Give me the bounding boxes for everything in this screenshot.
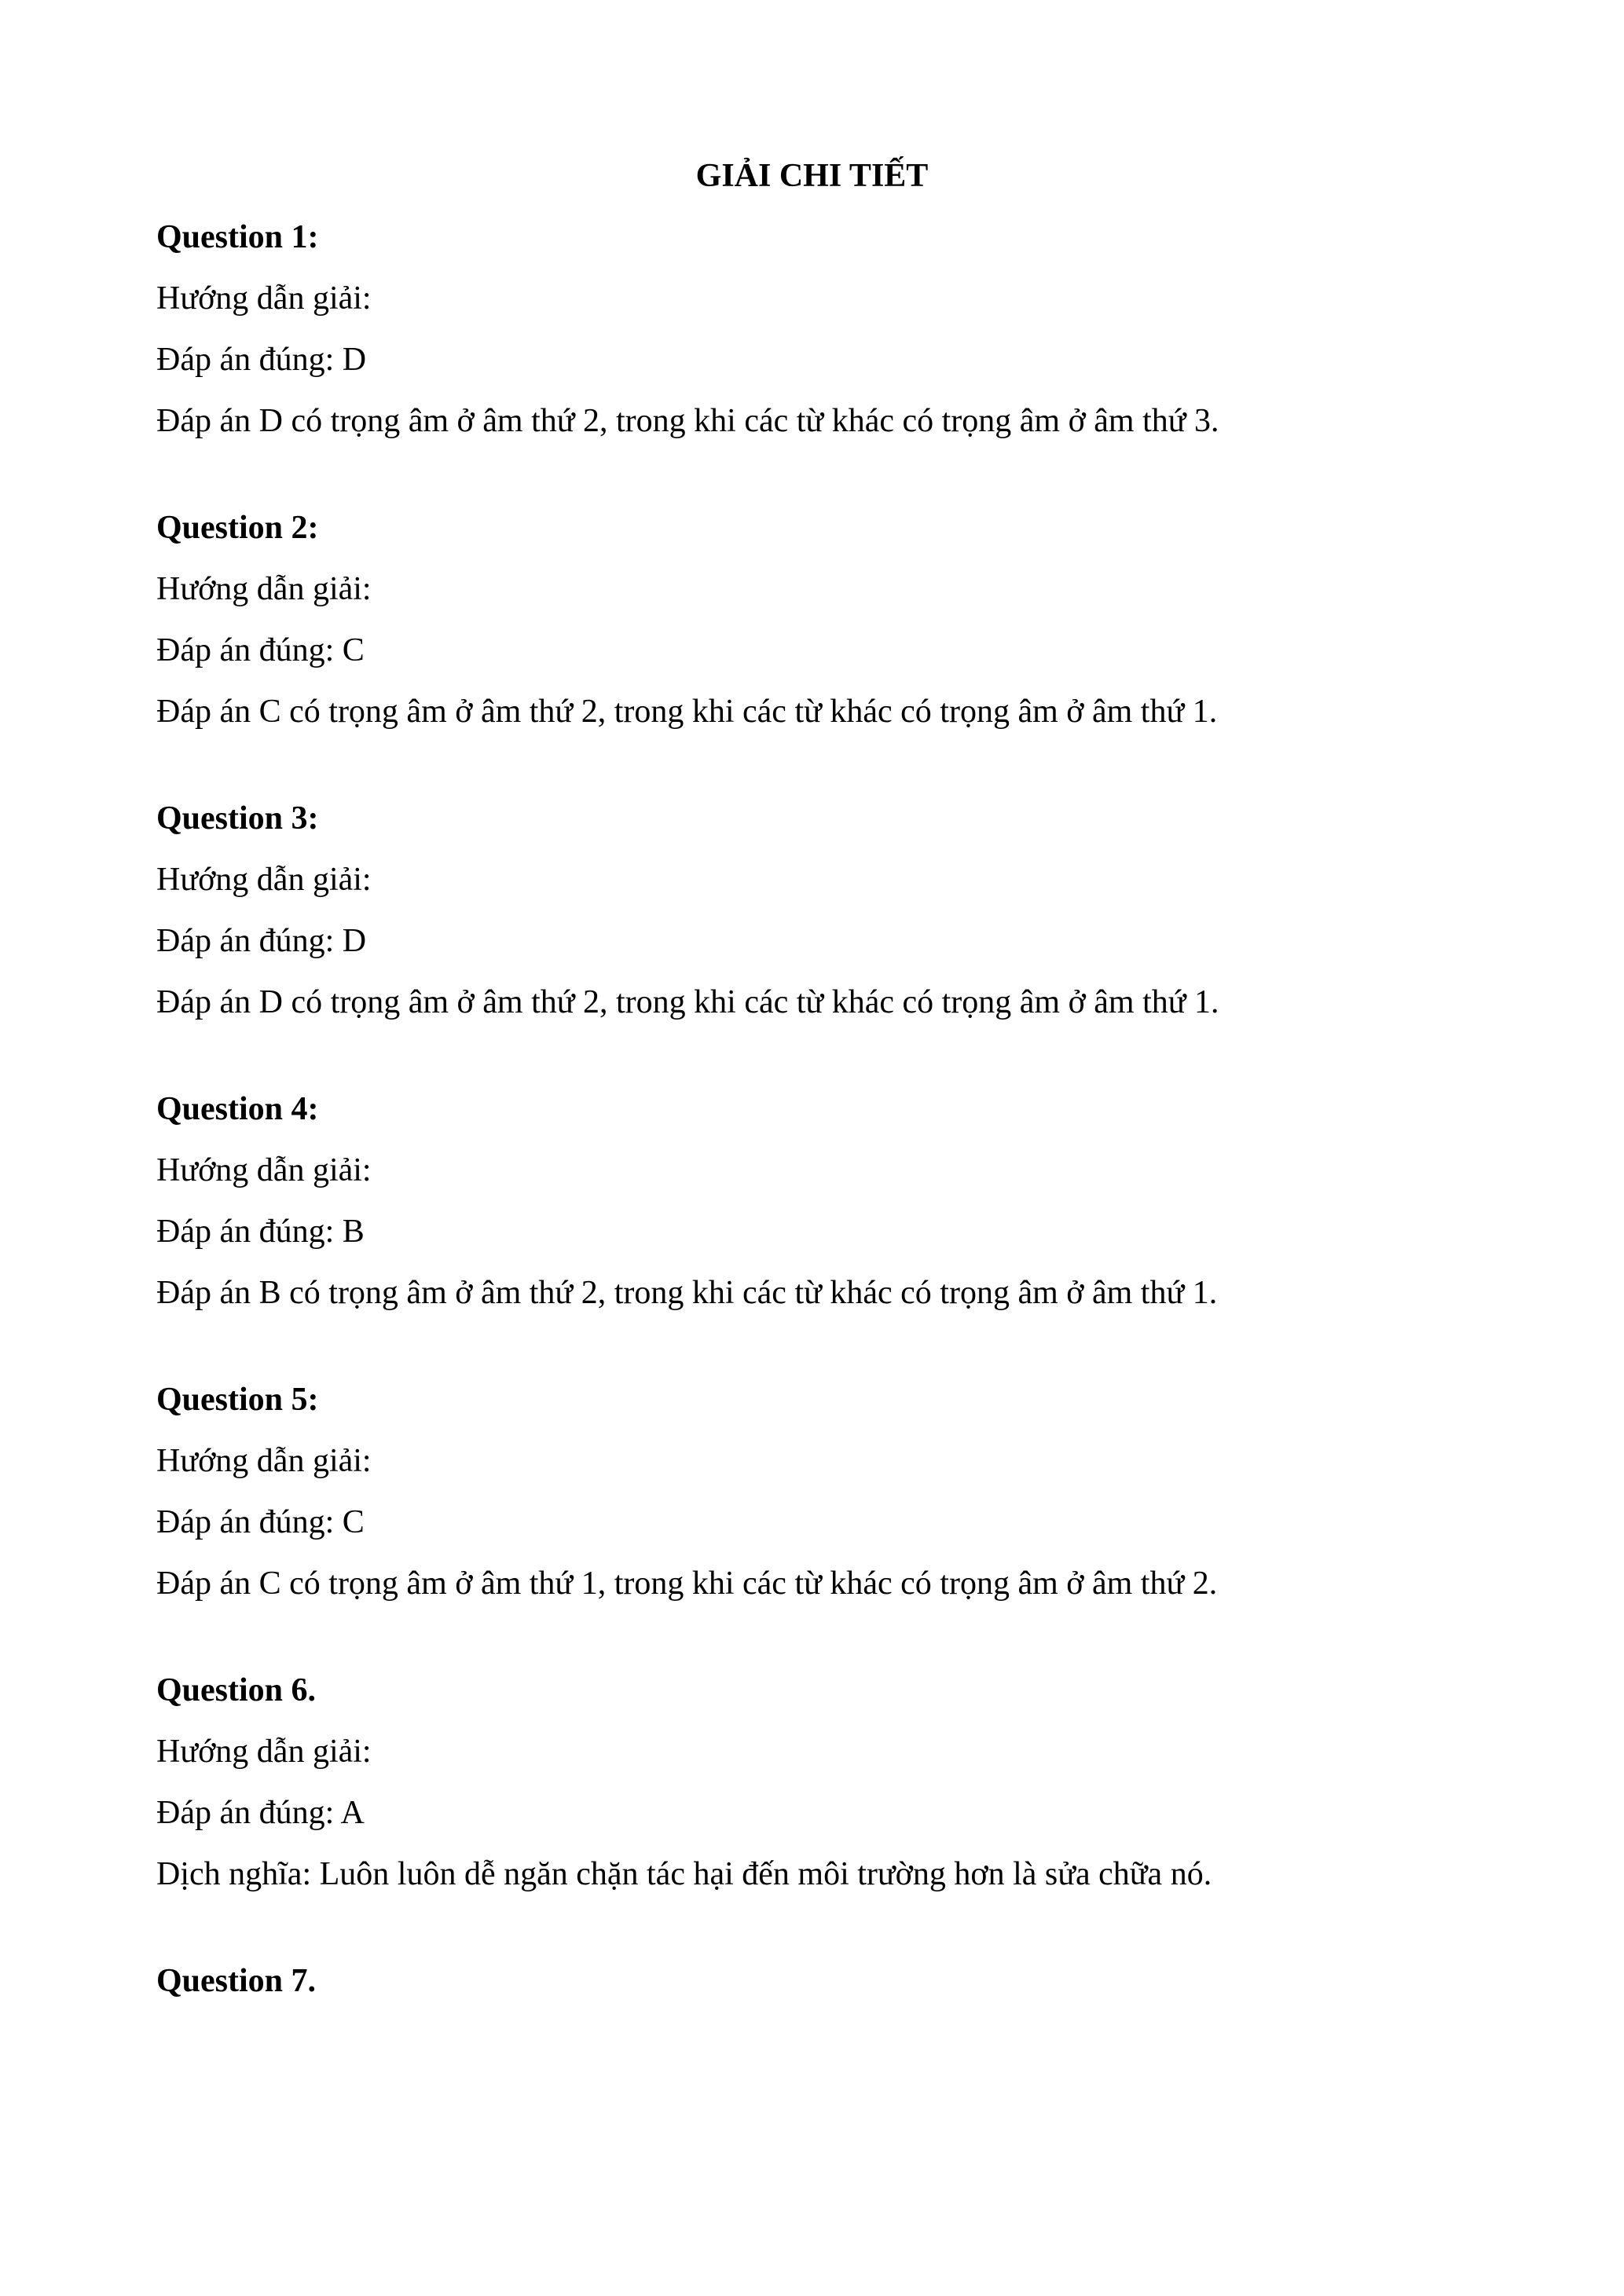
- correct-answer: Đáp án đúng: D: [156, 342, 367, 378]
- question-block: [156, 214, 1492, 445]
- question-heading: Question 4:: [156, 1091, 319, 1127]
- correct-answer: Đáp án đúng: D: [156, 923, 367, 959]
- correct-answer: Đáp án đúng: A: [156, 1795, 365, 1831]
- question-block: [156, 795, 1492, 1026]
- answer-explanation: Đáp án D có trọng âm ở âm thứ 2, trong khi các từ khác có trọng âm ở âm thứ 3.: [156, 403, 1219, 439]
- correct-answer: Đáp án đúng: C: [156, 632, 365, 668]
- answer-explanation: Đáp án C có trọng âm ở âm thứ 2, trong khi các từ khác có trọng âm ở âm thứ 1.: [156, 694, 1218, 730]
- question-heading: Question 2:: [156, 510, 319, 546]
- guide-label: Hướng dẫn giải:: [156, 862, 372, 898]
- answer-explanation: Đáp án B có trọng âm ở âm thứ 2, trong khi các từ khác có trọng âm ở âm thứ 1.: [156, 1275, 1218, 1311]
- question-heading: Question 3:: [156, 800, 319, 837]
- correct-answer: Đáp án đúng: C: [156, 1504, 365, 1540]
- question-block: [156, 1086, 1492, 1316]
- question-heading: Question 5:: [156, 1382, 319, 1418]
- document-title: GIẢI CHI TIẾT: [695, 158, 929, 194]
- guide-label: Hướng dẫn giải:: [156, 1734, 372, 1770]
- guide-label: Hướng dẫn giải:: [156, 280, 372, 317]
- question-block: [156, 1957, 1492, 2005]
- answer-explanation: Đáp án C có trọng âm ở âm thứ 1, trong khi các từ khác có trọng âm ở âm thứ 2.: [156, 1565, 1218, 1602]
- question-block: [156, 1667, 1492, 1898]
- question-heading: Question 7.: [156, 1963, 317, 1999]
- question-block: [156, 1376, 1492, 1607]
- correct-answer: Đáp án đúng: B: [156, 1214, 365, 1250]
- guide-label: Hướng dẫn giải:: [156, 571, 372, 607]
- guide-label: Hướng dẫn giải:: [156, 1152, 372, 1188]
- answer-explanation: Dịch nghĩa: Luôn luôn dễ ngăn chặn tác hại đến môi trường hơn là sửa chữa nó.: [156, 1856, 1212, 1892]
- question-block: [156, 504, 1492, 735]
- guide-label: Hướng dẫn giải:: [156, 1443, 372, 1479]
- question-heading: Question 6.: [156, 1672, 317, 1708]
- question-heading: Question 1:: [156, 219, 319, 255]
- answer-explanation: Đáp án D có trọng âm ở âm thứ 2, trong khi các từ khác có trọng âm ở âm thứ 1.: [156, 984, 1219, 1020]
- document-body: [156, 214, 1492, 2064]
